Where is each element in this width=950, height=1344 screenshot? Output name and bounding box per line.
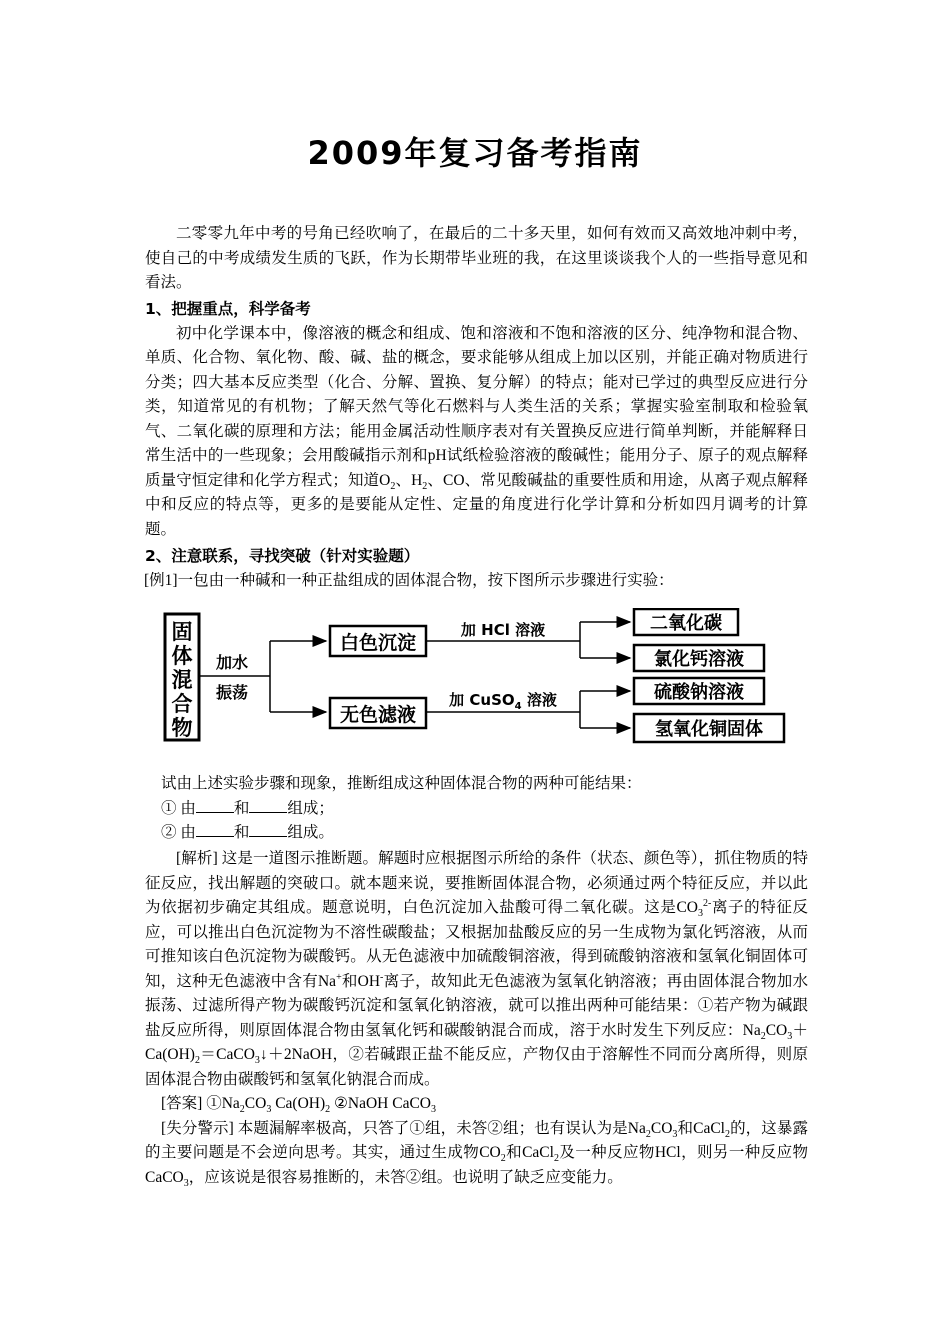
solid-mixture-char: 物 [171,716,193,740]
solid-mixture-char: 体 [171,644,193,668]
white-precipitate-label: 白色沉淀 [339,632,417,654]
answer-blank[interactable] [249,822,287,837]
product-cacl2: 氯化钙溶液 [654,649,744,670]
solid-mixture-char: 混 [171,668,193,692]
page-title: 2009年复习备考指南 [307,134,643,172]
product-na2so4: 硫酸钠溶液 [654,682,744,703]
intro-paragraph: 二零零九年中考的号角已经吹响了，在最后的二十多天里，如何有效而又高效地冲刺中考，使自己的中考成绩发生质的飞跃，作为长期带毕业班的我，在这里谈谈我个人的一些指导意见和看法。 [145,225,808,291]
section-1-heading: 1、把握重点，科学备考 [145,300,311,318]
step-add-water: 加水 [215,653,249,672]
question [145,772,808,846]
step-shake: 振荡 [215,683,249,702]
question-prompt: 试由上述实验步骤和现象，推断组成这种固体混合物的两种可能结果： [161,775,642,792]
section-2-heading: 2、注意联系，寻找突破（针对实验题） [145,547,420,565]
section-2 [145,544,808,593]
section-1 [145,297,808,542]
reagent-hcl: 加 HCl 溶液 [460,621,546,639]
analysis-text: [解析] 这是一道图示推断题。解题时应根据图示所给的条件（状态、颜色等），抓住物质的特征反应，找出解题的突破口。就本题来说，要推断固体混合物，必须通过两个特征反应，并以此为依据初步确定其组成。题意说明，白色沉淀加入盐酸可得二氧化碳。这是$CO_3^{2-}$离子的特征反应，可以推出白色沉淀物为不溶性碳酸盐；又根据加盐酸反应的另一生成物为氯化钙溶液，从而可推知该白色沉淀物为碳酸钙。从无色滤液中加硫酸铜溶液，得到硫酸钠溶液和氢氧化铜固体可知，这种无色滤液中含有Na+和OH-离子，故知此无色滤液为氢氧化钠溶液；再由固体混合物加水振荡、过滤所得产物为碳酸钙沉淀和氢氧化钠溶液，就可以推出两种可能结果：①若产物为碱跟盐反应所得，则原固体混合物由氢氧化钙和碳酸钠混合而成，溶于水时发生下列反应：$Na_2CO_3+Ca(OH)_2=CaCO_3↓+2NaOH$，②若碱跟正盐不能反应，产物仅由于溶解性不同而分离所得，则原固体混合物由碳酸钙和氢氧化钠混合而成。 [145,850,808,1088]
analysis [145,847,808,1190]
reagent-cuso4: 加 CuSO$_4$ 溶液 [449,691,557,712]
answer-blank[interactable] [196,798,234,813]
error-warning: [失分警示] 本题漏解率极高，只答了①组，未答②组；也有误认为是$Na_2CO_3$和CaCl$_2$的，这暴露的主要问题是不会逆向思考。其实，通过生成物$CO_2$和CaCl$_2$及一种反应物HCl，则另一种反应物CaCO$_3$，应该说是很容易推断的，未答②组。也说明了缺乏应变能力。 [145,1119,808,1189]
colorless-filtrate-label: 无色滤液 [339,704,417,726]
example-1: [例1]一包由一种碱和一种正盐组成的固体混合物，按下图所示步骤进行实验： [144,571,674,589]
question-line-1: ① 由 和 组成； [161,799,334,817]
experiment-flow-diagram [160,608,800,748]
question-line-2: ② 由 和 组成。 [161,824,334,841]
solid-mixture-char: 固 [171,620,193,644]
answer: [答案] $①Na_2CO_3$ $Ca(OH)_2$ ②NaOH CaCO$_3$ [161,1095,436,1116]
answer-blank[interactable] [196,822,234,837]
solid-mixture-char: 合 [171,692,193,716]
section-1-body: 初中化学课本中，像溶液的概念和组成、饱和溶液和不饱和溶液的区分、纯净物和混合物、单质、化合物、氧化物、酸、碱、盐的概念，要求能够从组成上加以区别，并能正确对物质进行分类；四大基本反应类型（化合、分解、置换、复分解）的特点；能对已学过的典型反应进行分类，知道常见的有机物；了解天然气等化石燃料与人类生活的关系；掌握实验室制取和检验氧气、二氧化碳的原理和方法；能用金属活动性顺序表对有关置换反应进行简单判断，并能解释日常生活中的一些现象；会用酸碱指示剂和pH试纸检验溶液的酸碱性；能用分子、原子的观点解释质量守恒定律和化学方程式；知道$O_2$、$H_2$、CO、常见酸碱盐的重要性质和用途，从离子观点解释中和反应的特点等，更多的是要能从定性、定量的角度进行化学计算和分析如四月调考的计算题。 [145,324,808,538]
answer-blank[interactable] [249,798,287,813]
product-co2: 二氧化碳 [650,613,722,634]
product-cuoh2: 氢氧化铜固体 [655,719,763,740]
